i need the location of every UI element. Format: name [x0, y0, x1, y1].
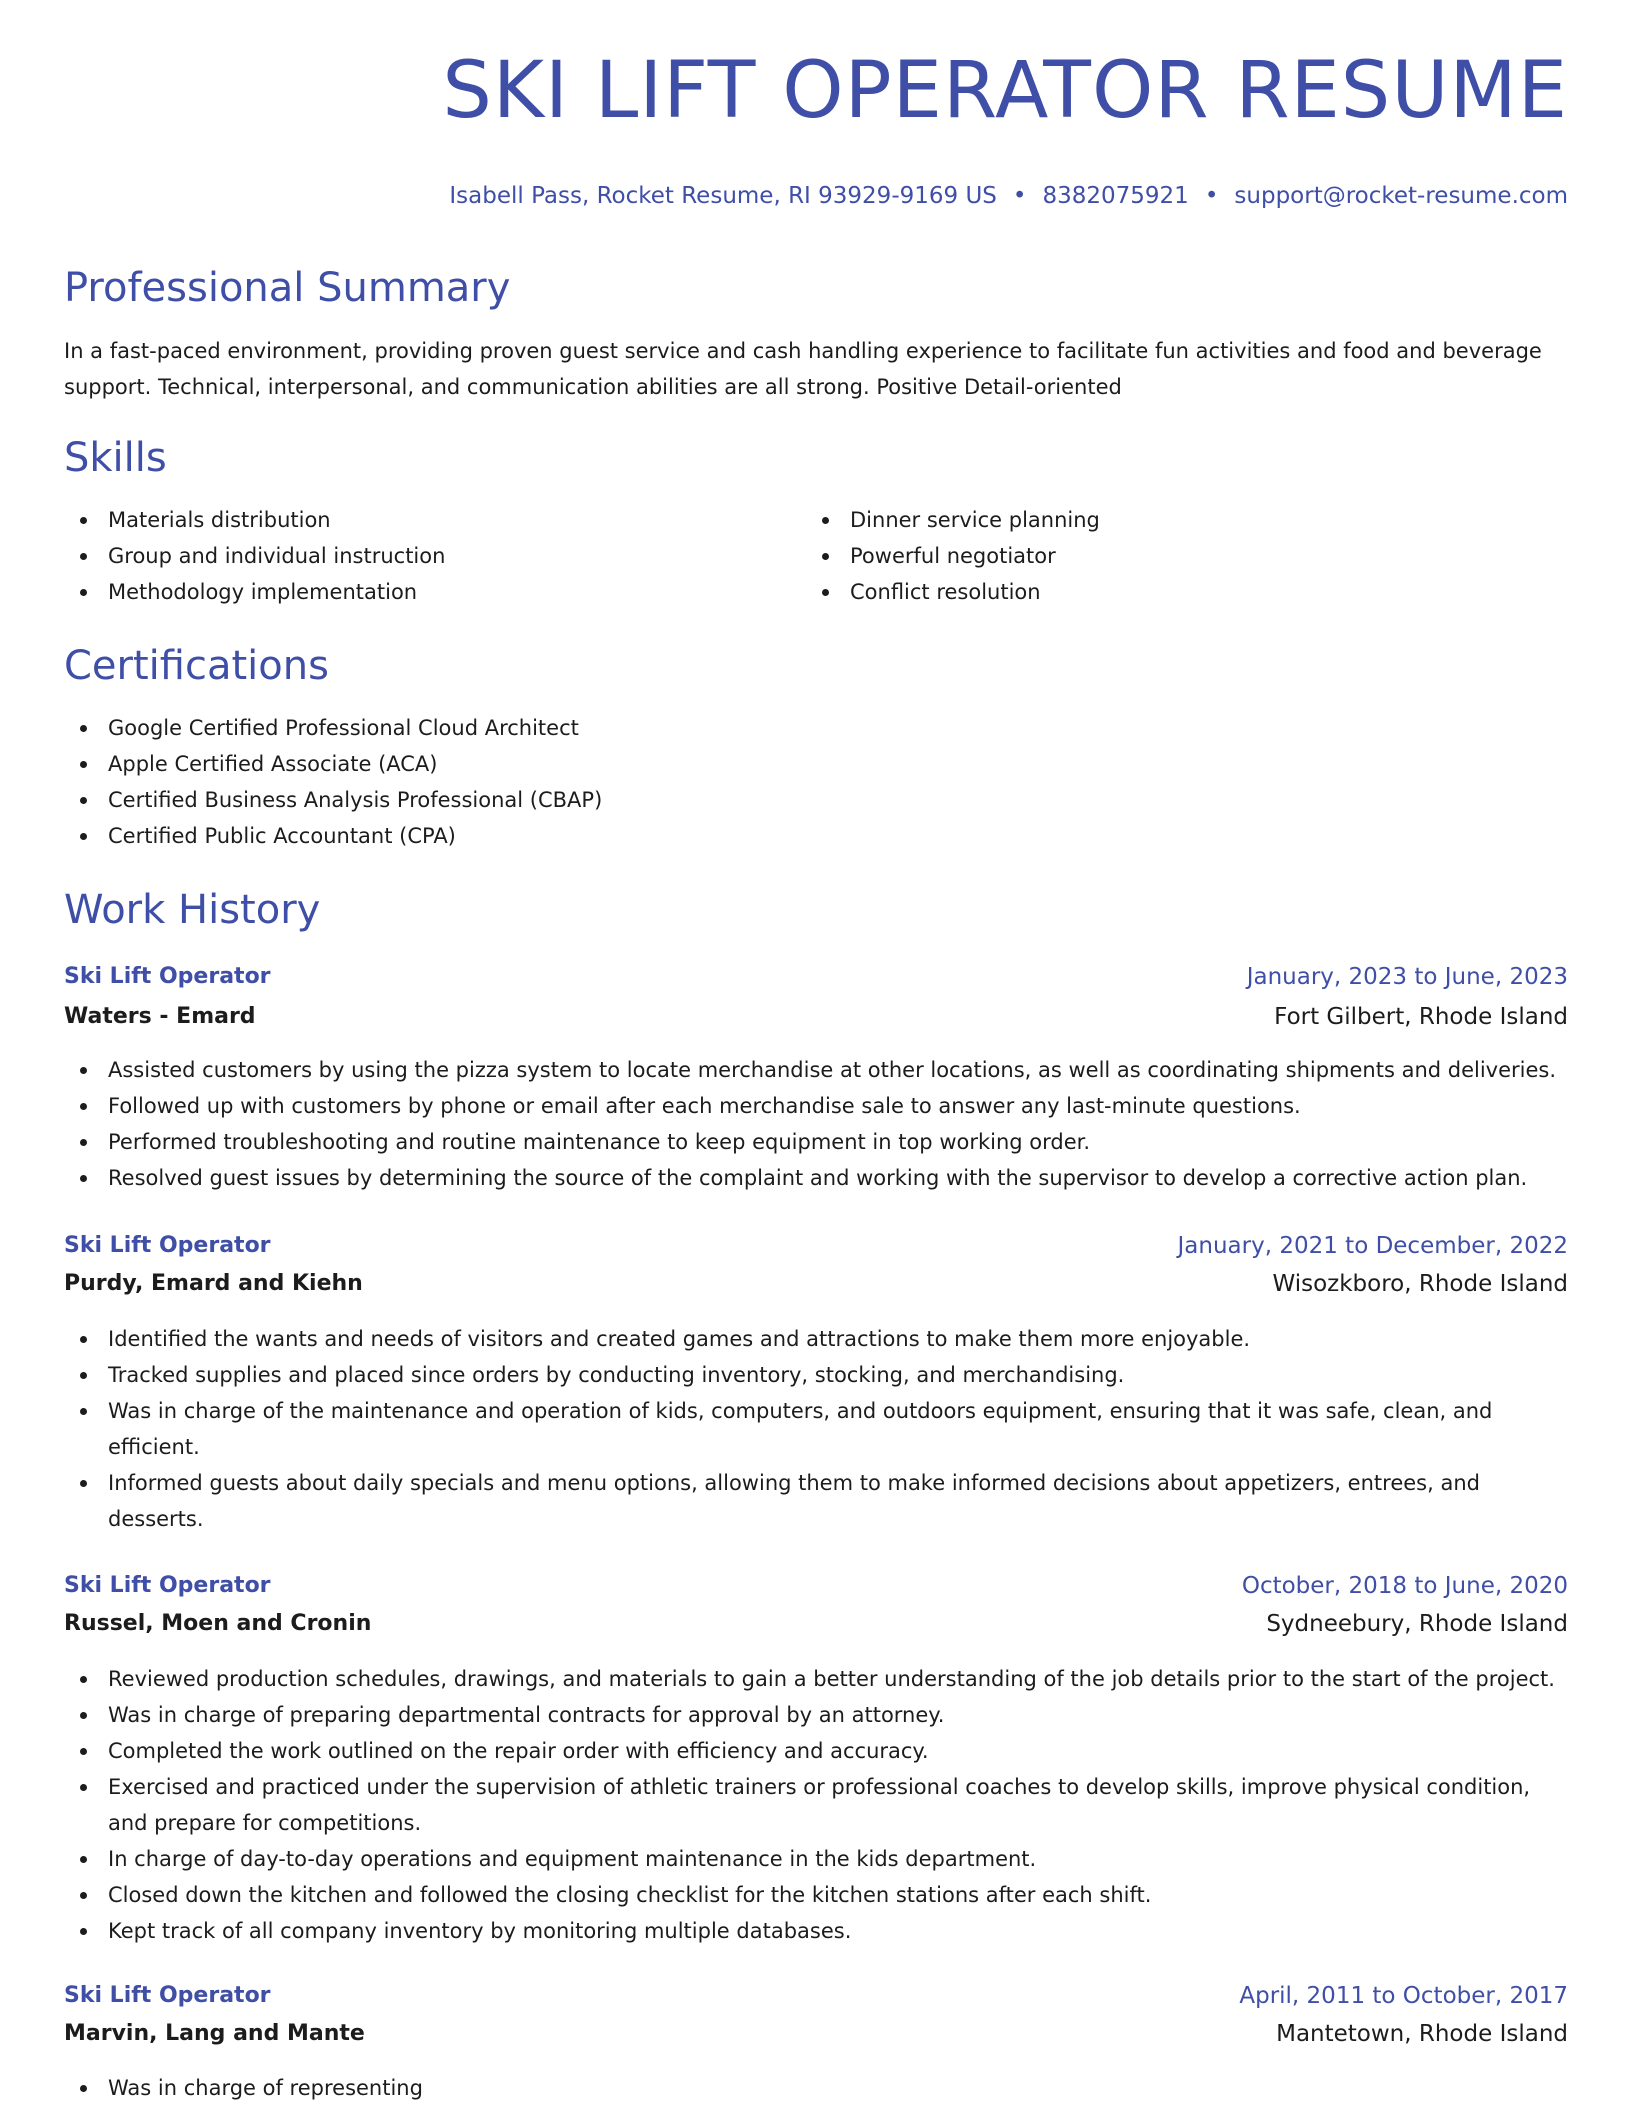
skills-heading: Skills	[64, 435, 167, 481]
skill-item: Methodology implementation	[64, 574, 764, 610]
job-title-row	[64, 1980, 1568, 2012]
skill-item: Dinner service planning	[806, 502, 1506, 538]
job-bullet: Was in charge of preparing departmental contracts for approval by an attorney.	[64, 1697, 1568, 1733]
job-bullet: Was in charge of representing	[64, 2070, 1568, 2106]
job-employer: Purdy, Emard and Kiehn	[64, 1271, 363, 1296]
job-employer-row	[64, 1001, 1568, 1033]
job-bullet: Was in charge of the maintenance and operation of kids, computers, and outdoors equipment, ensuring that it was safe, clean, and efficient.	[64, 1393, 1568, 1465]
job-title: Ski Lift Operator	[64, 1233, 271, 1258]
skills-list-right	[806, 502, 1506, 610]
job-employer: Waters - Emard	[64, 1004, 256, 1029]
job-bullet: Assisted customers by using the pizza system to locate merchandise at other locations, as well as coordinating shipments and deliveries.	[64, 1052, 1568, 1088]
job-employer: Russel, Moen and Cronin	[64, 1611, 372, 1636]
job-location: Fort Gilbert, Rhode Island	[1274, 1004, 1568, 1030]
job-employer: Marvin, Lang and Mante	[64, 2021, 365, 2046]
job-dates: January, 2021 to December, 2022	[1177, 1233, 1568, 1259]
job-bullet: Informed guests about daily specials and menu options, allowing them to make informed decisions about appetizers, entrees, and desserts.	[64, 1465, 1568, 1537]
certification-item: Google Certified Professional Cloud Architect	[64, 710, 1568, 746]
resume-title: SKI LIFT OPERATOR RESUME	[442, 46, 1568, 136]
job-bullet: Kept track of all company inventory by monitoring multiple databases.	[64, 1913, 1568, 1949]
contact-email: support@rocket-resume.com	[1234, 183, 1568, 209]
certifications-list	[64, 710, 1568, 854]
job-title-row	[64, 1230, 1568, 1262]
job-title-row	[64, 1570, 1568, 1602]
summary-text: In a fast-paced environment, providing proven guest service and cash handling experience to facilitate fun activities and food and beverage support. Technical, interpersonal, and communication abilities are all strong. Positive Detail-oriented	[64, 339, 1542, 399]
job-title: Ski Lift Operator	[64, 1983, 271, 2008]
summary-heading: Professional Summary	[64, 265, 511, 311]
job-dates: January, 2023 to June, 2023	[1246, 964, 1568, 990]
job-employer-row	[64, 1608, 1568, 1640]
skills-list-left	[64, 502, 764, 610]
job-bullet: Closed down the kitchen and followed the closing checklist for the kitchen stations after each shift.	[64, 1877, 1568, 1913]
job-title: Ski Lift Operator	[64, 1573, 271, 1598]
job-bullet: In charge of day-to-day operations and equipment maintenance in the kids department.	[64, 1841, 1568, 1877]
contact-address: Isabell Pass, Rocket Resume, RI 93929-9169 US	[449, 183, 997, 209]
job-bullet: Reviewed production schedules, drawings, and materials to gain a better understanding of the job details prior to the start of the project.	[64, 1661, 1568, 1697]
work-history-heading: Work History	[64, 887, 321, 933]
skill-item: Materials distribution	[64, 502, 764, 538]
contact-separator: •	[1012, 183, 1027, 209]
skill-item: Group and individual instruction	[64, 538, 764, 574]
job-title-row	[64, 961, 1568, 993]
job-bullet: Exercised and practiced under the supervision of athletic trainers or professional coaches to develop skills, improve physical condition, and prepare for competitions.	[64, 1769, 1568, 1841]
job-bullets	[64, 1321, 1568, 1537]
job-bullet: Resolved guest issues by determining the source of the complaint and working with the supervisor to develop a corrective action plan.	[64, 1160, 1568, 1196]
contact-phone: 8382075921	[1042, 183, 1189, 209]
job-title: Ski Lift Operator	[64, 964, 271, 989]
certification-item: Certified Business Analysis Professional (CBAP)	[64, 782, 1568, 818]
certifications-heading: Certifications	[64, 643, 329, 689]
job-dates: October, 2018 to June, 2020	[1241, 1573, 1568, 1599]
job-bullets	[64, 1052, 1568, 1196]
certification-item: Apple Certified Associate (ACA)	[64, 746, 1568, 782]
job-bullet: Completed the work outlined on the repair order with efficiency and accuracy.	[64, 1733, 1568, 1769]
job-bullet: Followed up with customers by phone or email after each merchandise sale to answer any last-minute questions.	[64, 1088, 1568, 1124]
contact-line	[449, 183, 1568, 209]
job-location: Sydneebury, Rhode Island	[1266, 1611, 1568, 1637]
job-employer-row	[64, 2018, 1568, 2050]
job-bullets	[64, 1661, 1568, 1949]
job-dates: April, 2011 to October, 2017	[1239, 1983, 1568, 2009]
job-bullet: Performed troubleshooting and routine maintenance to keep equipment in top working order.	[64, 1124, 1568, 1160]
certification-item: Certified Public Accountant (CPA)	[64, 818, 1568, 854]
job-bullets	[64, 2070, 1568, 2106]
job-bullet: Tracked supplies and placed since orders by conducting inventory, stocking, and merchandising.	[64, 1357, 1568, 1393]
job-bullet: Identified the wants and needs of visitors and created games and attractions to make them more enjoyable.	[64, 1321, 1568, 1357]
skill-item: Powerful negotiator	[806, 538, 1506, 574]
job-employer-row	[64, 1268, 1568, 1300]
job-location: Wisozkboro, Rhode Island	[1272, 1271, 1568, 1297]
contact-separator: •	[1204, 183, 1219, 209]
skill-item: Conflict resolution	[806, 574, 1506, 610]
job-location: Mantetown, Rhode Island	[1276, 2021, 1568, 2047]
